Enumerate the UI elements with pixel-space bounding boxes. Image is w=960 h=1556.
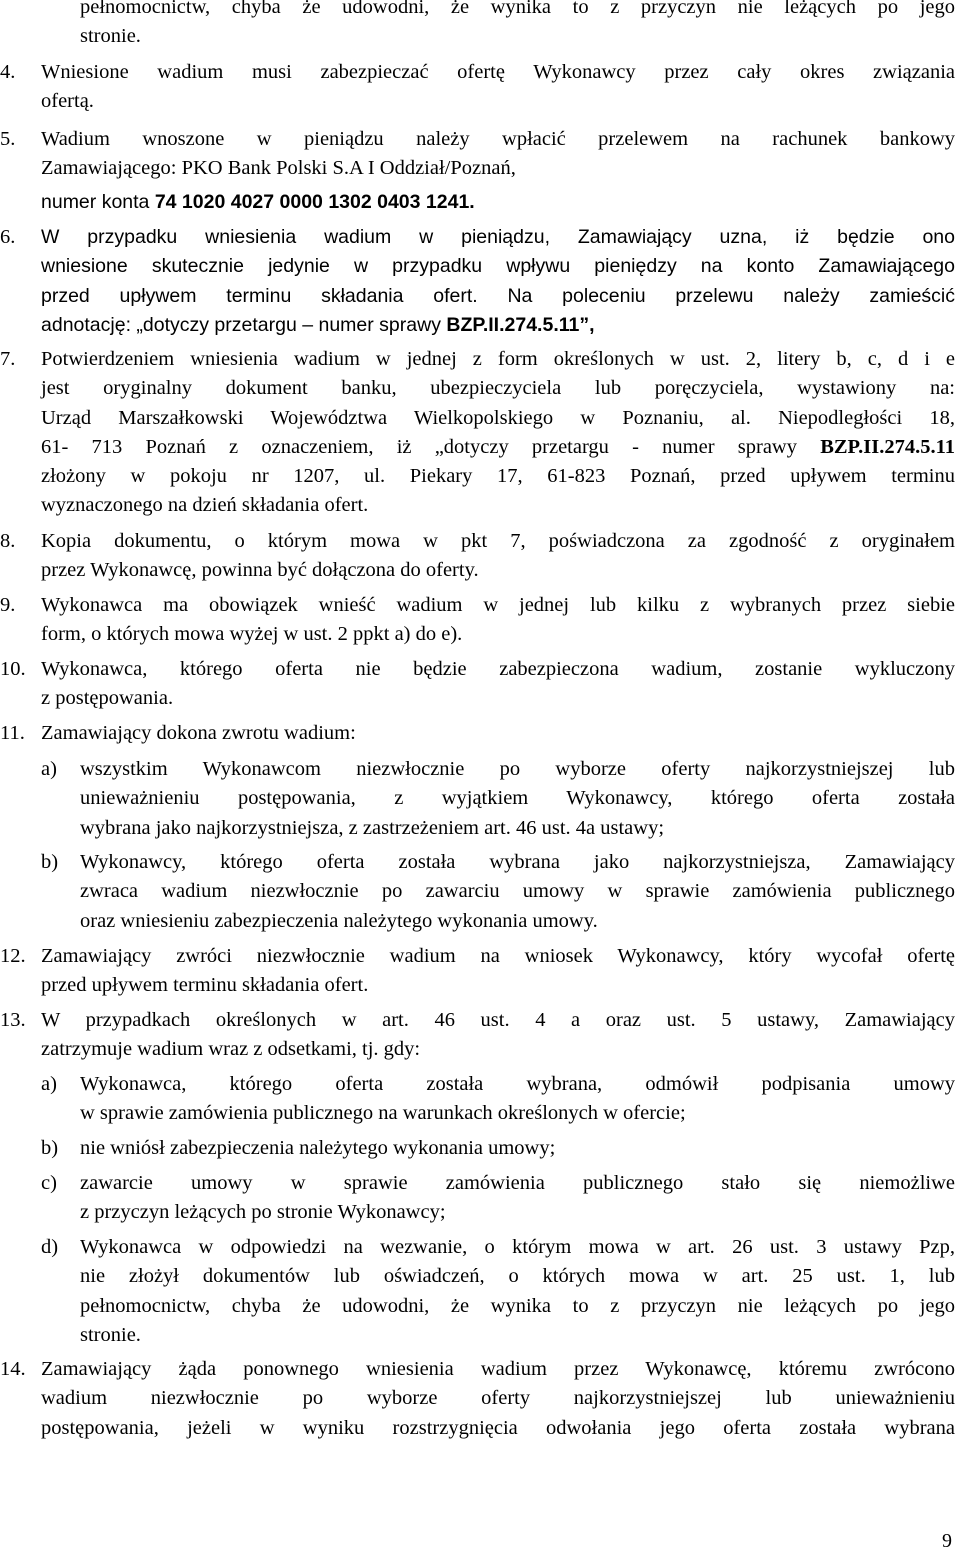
case-number: BZP.II.274.5.11 <box>820 435 955 458</box>
sub-item-label: c) <box>41 1172 57 1194</box>
text-line: z postępowania. <box>41 687 174 710</box>
text-line: Wadium wnoszone w pieniądzu należy wpłacić przelewem na rachunek bankowy <box>41 128 955 150</box>
item-number: 8. <box>0 530 16 552</box>
note-prefix: 61- 713 Poznań z oznaczeniem, iż „dotyczy przetargu - numer sprawy <box>41 435 821 458</box>
text-line: wniesione skutecznie jedynie w przypadku wpływu pieniędzy na konto Zamawiającego <box>41 255 955 278</box>
text-line: Wykonawca w odpowiedzi na wezwanie, o którym mowa w art. 26 ust. 3 ustawy Pzp, <box>80 1236 955 1258</box>
note-suffix: ”, <box>579 313 595 336</box>
sub-item-label: b) <box>41 1137 59 1159</box>
text-line: przed upływem terminu składania ofert. Na poleceniu przelewu należy zamieścić <box>41 284 955 307</box>
text-line: Kopia dokumentu, o którym mowa w pkt 7, poświadczona za zgodność z oryginałem <box>41 530 955 552</box>
account-line <box>41 188 955 217</box>
text-line: Wykonawca, którego oferta została wybrana, odmówił podpisania umowy <box>80 1073 955 1095</box>
text-line: przez Wykonawcę, powinna być dołączona do oferty. <box>41 559 479 582</box>
text-line: Zamawiający zwróci niezwłocznie wadium na wniosek Wykonawcy, który wycofał ofertę <box>41 945 955 967</box>
text-line: nie wniósł zabezpieczenia należytego wykonania umowy; <box>80 1137 556 1159</box>
sub-item-label: b) <box>41 851 59 873</box>
text-line: W przypadku wniesienia wadium w pieniądzu, Zamawiający uzna, iż będzie ono <box>41 226 955 248</box>
text-line <box>41 433 955 462</box>
text-line: pełnomocnictw, chyba że udowodni, że wynika to z przyczyn nie leżących po jego <box>80 1294 955 1317</box>
item-number: 12. <box>0 945 26 967</box>
text-line: Zamawiający dokona zwrotu wadium: <box>41 722 356 744</box>
account-label: numer konta <box>41 190 155 213</box>
text-line: stronie. <box>80 1323 141 1346</box>
sub-item-label: d) <box>41 1236 59 1258</box>
text-line: oraz wniesieniu zabezpieczenia należytego wykonania umowy. <box>80 909 598 932</box>
text-line: Wniesione wadium musi zabezpieczać ofertę Wykonawcy przez cały okres związania <box>41 61 955 83</box>
text-line: Zamawiający żąda ponownego wniesienia wadium przez Wykonawcę, któremu zwrócono <box>41 1358 955 1380</box>
text-line: stronie. <box>80 25 141 48</box>
item-number: 6. <box>0 226 16 248</box>
text-line: w sprawie zamówienia publicznego na warunkach określonych w ofercie; <box>80 1102 686 1125</box>
item-number: 14. <box>0 1358 26 1380</box>
account-number: 74 1020 4027 0000 1302 0403 1241. <box>154 190 475 213</box>
text-line: postępowania, jeżeli w wyniku rozstrzygnięcia odwołania jego oferta została wybrana <box>41 1416 955 1439</box>
item-number: 7. <box>0 348 16 370</box>
item-number: 10. <box>0 658 26 680</box>
text-line: W przypadkach określonych w art. 46 ust. 4 a oraz ust. 5 ustawy, Zamawiający <box>41 1009 955 1031</box>
text-line: z przyczyn leżących po stronie Wykonawcy; <box>80 1201 446 1224</box>
text-line: form, o których mowa wyżej w ust. 2 ppkt a) do e). <box>41 623 463 646</box>
item-number: 11. <box>0 722 25 744</box>
case-number: BZP.II.274.5.11 <box>446 313 580 336</box>
text-line: zatrzymuje wadium wraz z odsetkami, tj. gdy: <box>41 1038 421 1061</box>
item-number: 5. <box>0 128 16 150</box>
item-number: 9. <box>0 594 16 616</box>
text-line: złożony w pokoju nr 1207, ul. Piekary 17, 61-823 Poznań, przed upływem terminu <box>41 465 955 488</box>
text-line: nie złożył dokumentów lub oświadczeń, o których mowa w art. 25 ust. 1, lub <box>80 1265 955 1288</box>
text-line: Wykonawca ma obowiązek wnieść wadium w jednej lub kilku z wybranych przez siebie <box>41 594 955 616</box>
text-line: wybrana jako najkorzystniejsza, z zastrzeżeniem art. 46 ust. 4a ustawy; <box>80 816 665 839</box>
text-line: zwraca wadium niezwłocznie po zawarciu umowy w sprawie zamówienia publicznego <box>80 880 955 903</box>
text-line: Wykonawcy, którego oferta została wybrana jako najkorzystniejsza, Zamawiający <box>80 851 955 873</box>
sub-item-label: a) <box>41 758 57 780</box>
page-number: 9 <box>942 1530 952 1552</box>
text-line <box>41 311 955 340</box>
text-line: ofertą. <box>41 90 94 113</box>
text-line: wyznaczonego na dzień składania ofert. <box>41 494 369 517</box>
text-line: wszystkim Wykonawcom niezwłocznie po wyborze oferty najkorzystniejszej lub <box>80 758 955 780</box>
item-number: 13. <box>0 1009 26 1031</box>
item-number: 4. <box>0 61 16 83</box>
sub-item-label: a) <box>41 1073 57 1095</box>
note-prefix: adnotację: „dotyczy przetargu – numer sprawy <box>41 313 447 336</box>
text-line: Wykonawca, którego oferta nie będzie zabezpieczona wadium, zostanie wykluczony <box>41 658 955 680</box>
text-line: wadium niezwłocznie po wyborze oferty najkorzystniejszej lub unieważnieniu <box>41 1387 955 1410</box>
text-line: Potwierdzeniem wniesienia wadium w jednej z form określonych w ust. 2, litery b, c, d i e <box>41 348 955 370</box>
text-line: przed upływem terminu składania ofert. <box>41 974 369 997</box>
text-line: zawarcie umowy w sprawie zamówienia publicznego stało się niemożliwe <box>80 1172 955 1194</box>
text-line: pełnomocnictw, chyba że udowodni, że wynika to z przyczyn nie leżących po jego <box>80 0 955 18</box>
text-line: Urząd Marszałkowski Województwa Wielkopolskiego w Poznaniu, al. Niepodległości 18, <box>41 406 955 429</box>
text-line: jest oryginalny dokument banku, ubezpieczyciela lub poręczyciela, wystawiony na: <box>41 377 955 400</box>
text-line: Zamawiającego: PKO Bank Polski S.A I Oddział/Poznań, <box>41 157 516 180</box>
text-line: unieważnieniu postępowania, z wyjątkiem Wykonawcy, którego oferta została <box>80 787 955 810</box>
